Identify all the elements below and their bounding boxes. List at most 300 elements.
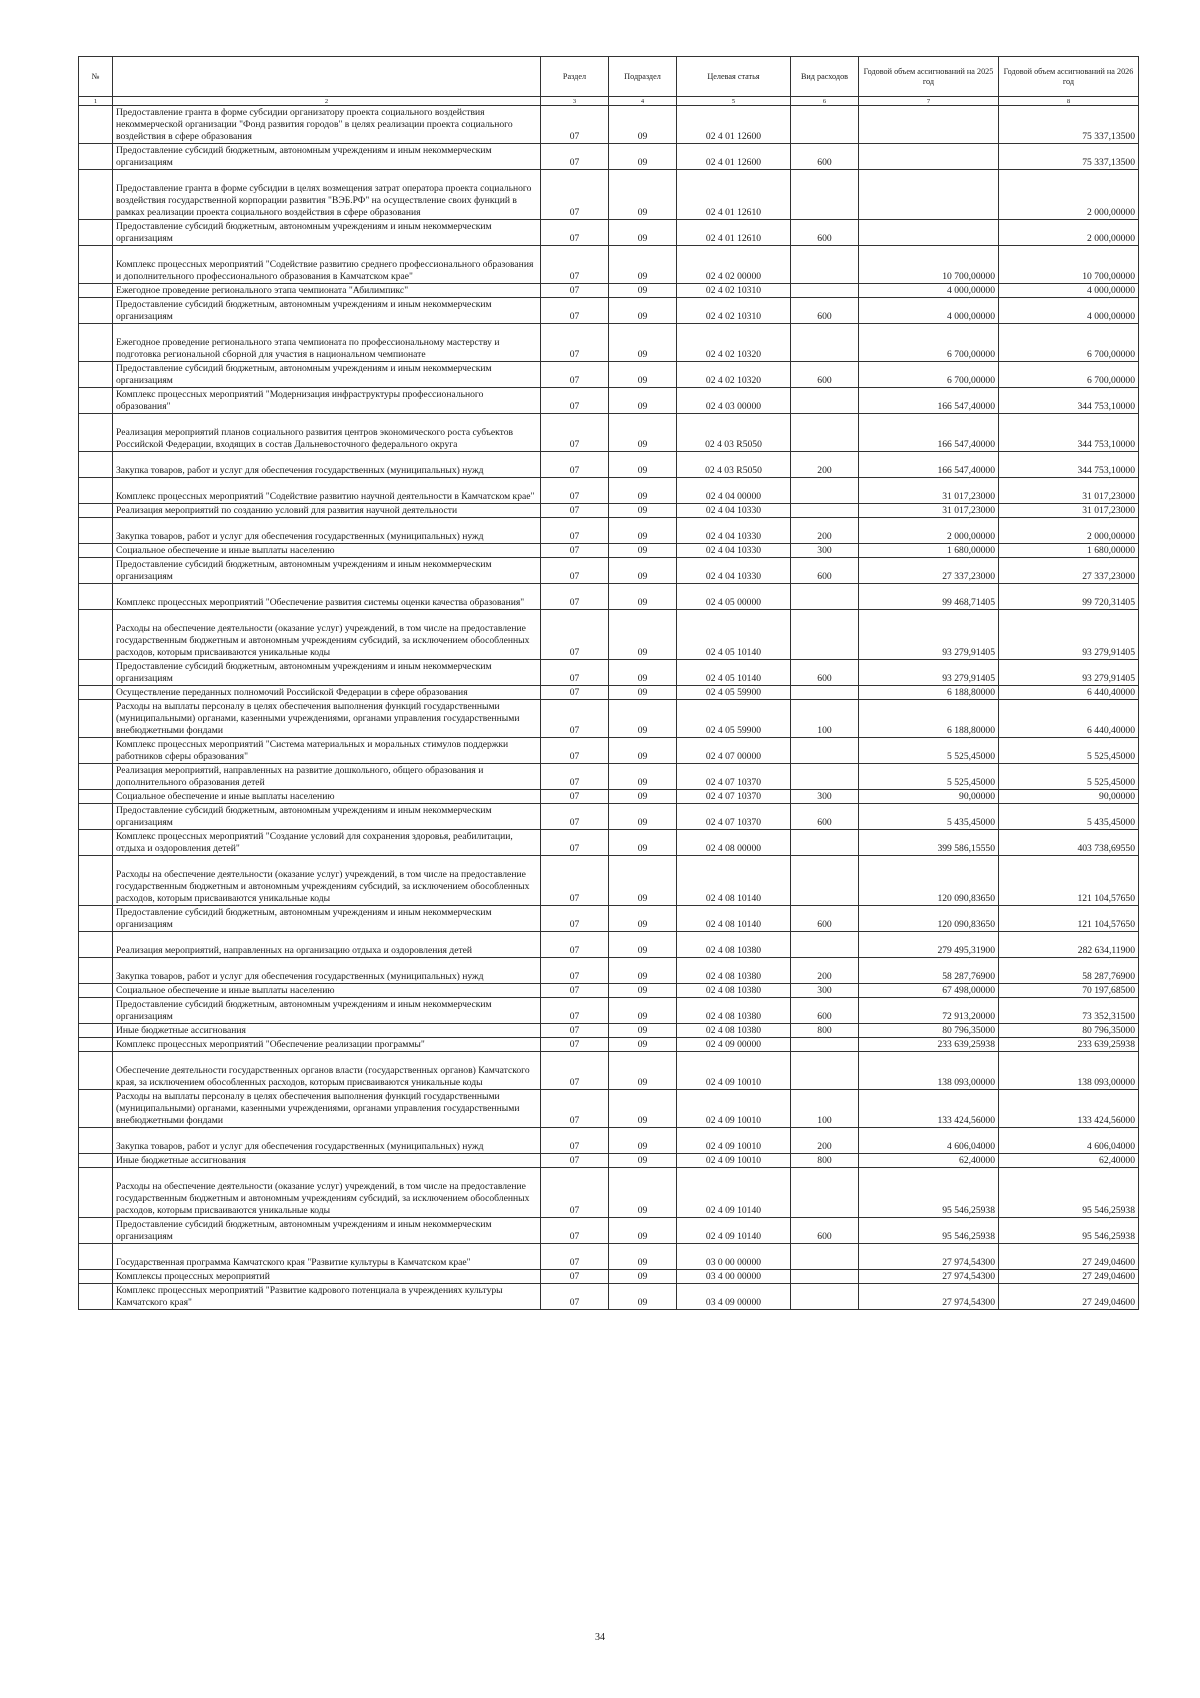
row-razdel-cell: 07 [541,1052,609,1090]
row-number-cell [79,984,113,998]
row-number-cell [79,1270,113,1284]
row-allocation-2026-cell: 62,40000 [999,1154,1139,1168]
row-name-cell: Осуществление переданных полномочий Российской Федерации в сфере образования [113,686,541,700]
table-row [79,388,1139,414]
row-allocation-2025-cell: 67 498,00000 [859,984,999,998]
row-name-cell: Закупка товаров, работ и услуг для обеспечения государственных (муниципальных) нужд [113,958,541,984]
row-allocation-2026-cell: 344 753,10000 [999,414,1139,452]
row-expense-type-cell: 600 [791,220,859,246]
row-allocation-2025-cell: 6 700,00000 [859,362,999,388]
table-row [79,790,1139,804]
row-name-cell: Комплекс процессных мероприятий "Создание условий для сохранения здоровья, реабилитации, отдыха и оздоровления детей" [113,830,541,856]
table-row [79,1284,1139,1310]
row-allocation-2026-cell: 2 000,00000 [999,220,1139,246]
row-allocation-2026-cell: 121 104,57650 [999,856,1139,906]
table-row [79,1218,1139,1244]
row-razdel-cell: 07 [541,544,609,558]
row-allocation-2026-cell: 10 700,00000 [999,246,1139,284]
row-razdel-cell: 07 [541,700,609,738]
row-target-article-cell: 02 4 09 10140 [677,1168,791,1218]
row-expense-type-cell: 800 [791,1024,859,1038]
row-podrazdel-cell: 09 [609,686,677,700]
row-name-cell: Социальное обеспечение и иные выплаты населению [113,984,541,998]
row-name-cell: Комплекс процессных мероприятий "Развитие кадрового потенциала в учреждениях культуры Камчатского края" [113,1284,541,1310]
row-name-cell: Предоставление субсидий бюджетным, автономным учреждениям и иным некоммерческим организациям [113,906,541,932]
row-target-article-cell: 02 4 03 R5050 [677,452,791,478]
row-expense-type-cell [791,610,859,660]
row-expense-type-cell [791,388,859,414]
row-allocation-2026-cell: 4 000,00000 [999,284,1139,298]
row-allocation-2026-cell: 93 279,91405 [999,610,1139,660]
row-allocation-2025-cell: 93 279,91405 [859,610,999,660]
row-name-cell: Ежегодное проведение регионального этапа чемпионата по профессиональному мастерству и подготовка региональной сборной для участия в национальном чемпионате [113,324,541,362]
row-name-cell: Предоставление гранта в форме субсидии организатору проекта социального воздействия некоммерческой организации "Фонд развития городов" в целях реализации проекта социального воздействия в сфере образования [113,106,541,144]
table-row [79,958,1139,984]
row-name-cell: Обеспечение деятельности государственных органов власти (государственных органов) Камчатского края, за исключением обособленных расходов, которым присваиваются уникальные коды [113,1052,541,1090]
budget-allocation-table [78,56,1139,1310]
row-allocation-2026-cell: 344 753,10000 [999,452,1139,478]
row-allocation-2026-cell: 282 634,11900 [999,932,1139,958]
row-name-cell: Предоставление субсидий бюджетным, автономным учреждениям и иным некоммерческим организациям [113,362,541,388]
row-name-cell: Комплексы процессных мероприятий [113,1270,541,1284]
row-podrazdel-cell: 09 [609,504,677,518]
row-target-article-cell: 02 4 08 10380 [677,932,791,958]
row-target-article-cell: 02 4 03 R5050 [677,414,791,452]
row-expense-type-cell [791,1244,859,1270]
col-number-2: 2 [113,97,541,106]
table-row [79,478,1139,504]
row-allocation-2025-cell: 93 279,91405 [859,660,999,686]
row-expense-type-cell [791,246,859,284]
row-target-article-cell: 02 4 05 00000 [677,584,791,610]
row-allocation-2025-cell: 95 546,25938 [859,1218,999,1244]
row-target-article-cell: 02 4 08 10140 [677,906,791,932]
col-number-7: 7 [859,97,999,106]
row-razdel-cell: 07 [541,298,609,324]
row-allocation-2025-cell: 4 606,04000 [859,1128,999,1154]
table-row [79,906,1139,932]
row-razdel-cell: 07 [541,830,609,856]
row-razdel-cell: 07 [541,686,609,700]
row-podrazdel-cell: 09 [609,906,677,932]
row-expense-type-cell: 600 [791,558,859,584]
table-row [79,544,1139,558]
table-row [79,504,1139,518]
row-expense-type-cell: 600 [791,804,859,830]
row-allocation-2026-cell: 99 720,31405 [999,584,1139,610]
row-podrazdel-cell: 09 [609,220,677,246]
row-target-article-cell: 02 4 08 00000 [677,830,791,856]
table-row [79,452,1139,478]
row-number-cell [79,144,113,170]
row-allocation-2026-cell: 90,00000 [999,790,1139,804]
row-name-cell: Закупка товаров, работ и услуг для обеспечения государственных (муниципальных) нужд [113,1128,541,1154]
row-expense-type-cell [791,932,859,958]
row-number-cell [79,1128,113,1154]
row-allocation-2026-cell: 1 680,00000 [999,544,1139,558]
row-target-article-cell: 02 4 02 10310 [677,284,791,298]
row-allocation-2025-cell: 133 424,56000 [859,1090,999,1128]
table-row [79,764,1139,790]
row-razdel-cell: 07 [541,738,609,764]
row-allocation-2025-cell: 138 093,00000 [859,1052,999,1090]
column-number-row [79,97,1139,106]
row-allocation-2026-cell: 58 287,76900 [999,958,1139,984]
row-name-cell: Ежегодное проведение регионального этапа чемпионата "Абилимпикс" [113,284,541,298]
row-allocation-2026-cell: 31 017,23000 [999,504,1139,518]
row-name-cell: Реализация мероприятий планов социального развития центров экономического роста субъектов Российской Федерации, входящих в состав Дальневосточного федерального округа [113,414,541,452]
row-target-article-cell: 02 4 07 10370 [677,764,791,790]
row-number-cell [79,1090,113,1128]
row-target-article-cell: 02 4 07 00000 [677,738,791,764]
row-allocation-2025-cell: 4 000,00000 [859,298,999,324]
row-allocation-2026-cell: 6 700,00000 [999,324,1139,362]
row-allocation-2026-cell: 4 000,00000 [999,298,1139,324]
row-razdel-cell: 07 [541,324,609,362]
row-expense-type-cell [791,1038,859,1052]
row-name-cell: Реализация мероприятий, направленных на организацию отдыха и оздоровления детей [113,932,541,958]
row-name-cell: Предоставление гранта в форме субсидии в целях возмещения затрат оператора проекта социального воздействия государственной корпорации развития "ВЭБ.РФ" на осуществление своих функций в рамках реализации проекта социального воздействия в сфере образования [113,170,541,220]
table-row [79,1168,1139,1218]
row-podrazdel-cell: 09 [609,1154,677,1168]
col-header-number: № [79,57,113,97]
row-razdel-cell: 07 [541,1128,609,1154]
row-name-cell: Комплекс процессных мероприятий "Модернизация инфраструктуры профессионального образования" [113,388,541,414]
table-row [79,660,1139,686]
row-expense-type-cell [791,1168,859,1218]
row-allocation-2025-cell: 166 547,40000 [859,388,999,414]
table-row [79,1052,1139,1090]
table-row [79,298,1139,324]
row-name-cell: Комплекс процессных мероприятий "Обеспечение развития системы оценки качества образования" [113,584,541,610]
row-allocation-2026-cell: 27 249,04600 [999,1244,1139,1270]
col-header-razdel: Раздел [541,57,609,97]
row-allocation-2025-cell [859,170,999,220]
row-expense-type-cell: 100 [791,700,859,738]
row-target-article-cell: 02 4 01 12610 [677,220,791,246]
row-expense-type-cell: 100 [791,1090,859,1128]
row-razdel-cell: 07 [541,558,609,584]
row-podrazdel-cell: 09 [609,610,677,660]
col-header-expense-type: Вид расходов [791,57,859,97]
row-name-cell: Расходы на выплаты персоналу в целях обеспечения выполнения функций государственными (муниципальными) органами, казенными учреждениями, органами управления государственными внебюджетными фондами [113,1090,541,1128]
row-razdel-cell: 07 [541,906,609,932]
row-target-article-cell: 02 4 04 10330 [677,544,791,558]
row-name-cell: Комплекс процессных мероприятий "Обеспечение реализации программы" [113,1038,541,1052]
row-target-article-cell: 02 4 03 00000 [677,388,791,414]
row-allocation-2026-cell: 6 440,40000 [999,700,1139,738]
row-expense-type-cell [791,284,859,298]
row-number-cell [79,1168,113,1218]
row-allocation-2026-cell: 27 337,23000 [999,558,1139,584]
row-expense-type-cell [791,1270,859,1284]
row-allocation-2025-cell: 72 913,20000 [859,998,999,1024]
row-podrazdel-cell: 09 [609,518,677,544]
col-header-podrazdel: Подраздел [609,57,677,97]
row-number-cell [79,388,113,414]
row-number-cell [79,804,113,830]
row-podrazdel-cell: 09 [609,544,677,558]
table-row [79,144,1139,170]
row-podrazdel-cell: 09 [609,324,677,362]
row-target-article-cell: 02 4 04 00000 [677,478,791,504]
row-name-cell: Реализация мероприятий по созданию условий для развития научной деятельности [113,504,541,518]
row-number-cell [79,220,113,246]
row-target-article-cell: 03 0 00 00000 [677,1244,791,1270]
row-razdel-cell: 07 [541,1168,609,1218]
row-allocation-2026-cell: 27 249,04600 [999,1270,1139,1284]
row-name-cell: Государственная программа Камчатского края "Развитие культуры в Камчатском крае" [113,1244,541,1270]
row-target-article-cell: 02 4 05 10140 [677,610,791,660]
row-razdel-cell: 07 [541,932,609,958]
table-row [79,362,1139,388]
row-podrazdel-cell: 09 [609,584,677,610]
row-razdel-cell: 07 [541,452,609,478]
row-allocation-2025-cell: 120 090,83650 [859,856,999,906]
row-allocation-2025-cell: 90,00000 [859,790,999,804]
row-target-article-cell: 02 4 09 10010 [677,1128,791,1154]
row-razdel-cell: 07 [541,660,609,686]
row-podrazdel-cell: 09 [609,764,677,790]
row-expense-type-cell: 200 [791,452,859,478]
row-allocation-2025-cell: 27 974,54300 [859,1270,999,1284]
row-allocation-2025-cell: 5 525,45000 [859,764,999,790]
row-allocation-2026-cell: 344 753,10000 [999,388,1139,414]
row-target-article-cell: 02 4 01 12600 [677,144,791,170]
row-razdel-cell: 07 [541,414,609,452]
row-target-article-cell: 02 4 01 12610 [677,170,791,220]
row-allocation-2026-cell: 138 093,00000 [999,1052,1139,1090]
row-podrazdel-cell: 09 [609,1270,677,1284]
row-allocation-2025-cell: 62,40000 [859,1154,999,1168]
row-expense-type-cell: 300 [791,544,859,558]
row-allocation-2025-cell: 10 700,00000 [859,246,999,284]
row-target-article-cell: 02 4 02 10310 [677,298,791,324]
row-podrazdel-cell: 09 [609,932,677,958]
table-row [79,324,1139,362]
row-allocation-2026-cell: 6 700,00000 [999,362,1139,388]
table-row [79,932,1139,958]
row-target-article-cell: 02 4 09 00000 [677,1038,791,1052]
row-number-cell [79,544,113,558]
row-allocation-2025-cell: 5 435,45000 [859,804,999,830]
row-razdel-cell: 07 [541,478,609,504]
table-row [79,984,1139,998]
row-allocation-2026-cell: 75 337,13500 [999,106,1139,144]
col-number-5: 5 [677,97,791,106]
row-expense-type-cell: 600 [791,362,859,388]
row-expense-type-cell [791,478,859,504]
row-allocation-2026-cell: 403 738,69550 [999,830,1139,856]
row-name-cell: Расходы на обеспечение деятельности (оказание услуг) учреждений, в том числе на предоставление государственным бюджетным и автономным учреждениям субсидий, за исключением обособленных расходов, которым присваиваются уникальные коды [113,856,541,906]
row-razdel-cell: 07 [541,518,609,544]
table-row [79,830,1139,856]
row-target-article-cell: 02 4 09 10010 [677,1052,791,1090]
row-allocation-2025-cell: 120 090,83650 [859,906,999,932]
row-name-cell: Иные бюджетные ассигнования [113,1154,541,1168]
row-allocation-2025-cell: 95 546,25938 [859,1168,999,1218]
row-razdel-cell: 07 [541,584,609,610]
row-number-cell [79,362,113,388]
row-target-article-cell: 02 4 05 10140 [677,660,791,686]
row-razdel-cell: 07 [541,220,609,246]
row-number-cell [79,246,113,284]
row-podrazdel-cell: 09 [609,790,677,804]
row-name-cell: Закупка товаров, работ и услуг для обеспечения государственных (муниципальных) нужд [113,518,541,544]
row-podrazdel-cell: 09 [609,106,677,144]
table-row [79,804,1139,830]
row-razdel-cell: 07 [541,1284,609,1310]
row-number-cell [79,700,113,738]
col-header-allocation-2026: Годовой объем ассигнований на 2026 год [999,57,1139,97]
row-podrazdel-cell: 09 [609,830,677,856]
row-target-article-cell: 02 4 05 59900 [677,686,791,700]
row-expense-type-cell [791,106,859,144]
row-target-article-cell: 02 4 02 10320 [677,362,791,388]
row-allocation-2025-cell: 6 188,80000 [859,686,999,700]
row-allocation-2025-cell: 27 974,54300 [859,1284,999,1310]
table-body [79,106,1139,1310]
row-number-cell [79,660,113,686]
row-podrazdel-cell: 09 [609,856,677,906]
row-podrazdel-cell: 09 [609,1128,677,1154]
col-number-3: 3 [541,97,609,106]
row-name-cell: Предоставление субсидий бюджетным, автономным учреждениям и иным некоммерческим организациям [113,1218,541,1244]
row-expense-type-cell [791,856,859,906]
row-target-article-cell: 02 4 04 10330 [677,558,791,584]
row-target-article-cell: 02 4 09 10010 [677,1154,791,1168]
row-number-cell [79,906,113,932]
row-name-cell: Расходы на выплаты персоналу в целях обеспечения выполнения функций государственными (муниципальными) органами, казенными учреждениями, органами управления государственными внебюджетными фондами [113,700,541,738]
row-razdel-cell: 07 [541,958,609,984]
table-row [79,246,1139,284]
row-allocation-2026-cell: 5 435,45000 [999,804,1139,830]
row-number-cell [79,584,113,610]
row-expense-type-cell: 200 [791,1128,859,1154]
row-podrazdel-cell: 09 [609,1024,677,1038]
row-number-cell [79,170,113,220]
row-name-cell: Иные бюджетные ассигнования [113,1024,541,1038]
row-number-cell [79,856,113,906]
row-expense-type-cell [791,504,859,518]
row-allocation-2026-cell: 6 440,40000 [999,686,1139,700]
row-allocation-2025-cell [859,220,999,246]
row-razdel-cell: 07 [541,504,609,518]
row-number-cell [79,452,113,478]
header-row [79,57,1139,97]
row-allocation-2025-cell: 166 547,40000 [859,414,999,452]
row-name-cell: Расходы на обеспечение деятельности (оказание услуг) учреждений, в том числе на предоставление государственным бюджетным и автономным учреждениям субсидий, за исключением обособленных расходов, которым присваиваются уникальные коды [113,610,541,660]
row-name-cell: Социальное обеспечение и иные выплаты населению [113,790,541,804]
table-row [79,1090,1139,1128]
row-allocation-2026-cell: 27 249,04600 [999,1284,1139,1310]
row-name-cell: Предоставление субсидий бюджетным, автономным учреждениям и иным некоммерческим организациям [113,998,541,1024]
row-number-cell [79,830,113,856]
row-podrazdel-cell: 09 [609,388,677,414]
row-number-cell [79,518,113,544]
row-podrazdel-cell: 09 [609,1052,677,1090]
row-target-article-cell: 02 4 09 10140 [677,1218,791,1244]
row-name-cell: Реализация мероприятий, направленных на развитие дошкольного, общего образования и дополнительного образования детей [113,764,541,790]
row-target-article-cell: 02 4 08 10380 [677,1024,791,1038]
table-row [79,856,1139,906]
row-number-cell [79,958,113,984]
row-podrazdel-cell: 09 [609,362,677,388]
row-expense-type-cell: 600 [791,906,859,932]
row-podrazdel-cell: 09 [609,414,677,452]
row-expense-type-cell: 200 [791,958,859,984]
row-podrazdel-cell: 09 [609,660,677,686]
row-expense-type-cell: 600 [791,660,859,686]
row-podrazdel-cell: 09 [609,984,677,998]
row-allocation-2026-cell: 93 279,91405 [999,660,1139,686]
row-podrazdel-cell: 09 [609,1218,677,1244]
table-row [79,414,1139,452]
row-target-article-cell: 02 4 02 00000 [677,246,791,284]
table-row [79,1154,1139,1168]
row-podrazdel-cell: 09 [609,1090,677,1128]
row-razdel-cell: 07 [541,388,609,414]
row-number-cell [79,738,113,764]
row-allocation-2025-cell: 58 287,76900 [859,958,999,984]
row-target-article-cell: 02 4 01 12600 [677,106,791,144]
row-razdel-cell: 07 [541,998,609,1024]
row-razdel-cell: 07 [541,856,609,906]
col-header-name [113,57,541,97]
row-allocation-2025-cell: 233 639,25938 [859,1038,999,1052]
row-number-cell [79,1052,113,1090]
row-number-cell [79,106,113,144]
row-expense-type-cell [791,1284,859,1310]
row-podrazdel-cell: 09 [609,1038,677,1052]
row-allocation-2026-cell: 80 796,35000 [999,1024,1139,1038]
table-row [79,700,1139,738]
row-number-cell [79,1218,113,1244]
row-target-article-cell: 02 4 04 10330 [677,518,791,544]
row-podrazdel-cell: 09 [609,700,677,738]
table-row [79,738,1139,764]
row-expense-type-cell [791,584,859,610]
row-name-cell: Предоставление субсидий бюджетным, автономным учреждениям и иным некоммерческим организациям [113,558,541,584]
table-row [79,518,1139,544]
row-number-cell [79,998,113,1024]
row-number-cell [79,558,113,584]
row-name-cell: Комплекс процессных мероприятий "Содействие развитию среднего профессионального образования и дополнительного профессионального образования в Камчатском крае" [113,246,541,284]
row-allocation-2025-cell: 2 000,00000 [859,518,999,544]
table-row [79,584,1139,610]
row-number-cell [79,686,113,700]
row-number-cell [79,1024,113,1038]
row-target-article-cell: 02 4 05 59900 [677,700,791,738]
row-allocation-2026-cell: 5 525,45000 [999,738,1139,764]
row-podrazdel-cell: 09 [609,958,677,984]
row-podrazdel-cell: 09 [609,1168,677,1218]
row-number-cell [79,932,113,958]
row-number-cell [79,1244,113,1270]
row-expense-type-cell [791,324,859,362]
row-name-cell: Предоставление субсидий бюджетным, автономным учреждениям и иным некоммерческим организациям [113,144,541,170]
row-target-article-cell: 03 4 09 00000 [677,1284,791,1310]
row-podrazdel-cell: 09 [609,170,677,220]
row-number-cell [79,1154,113,1168]
row-razdel-cell: 07 [541,804,609,830]
row-razdel-cell: 07 [541,144,609,170]
row-name-cell: Предоставление субсидий бюджетным, автономным учреждениям и иным некоммерческим организациям [113,220,541,246]
row-expense-type-cell [791,830,859,856]
row-allocation-2025-cell: 1 680,00000 [859,544,999,558]
row-expense-type-cell [791,738,859,764]
table-row [79,610,1139,660]
